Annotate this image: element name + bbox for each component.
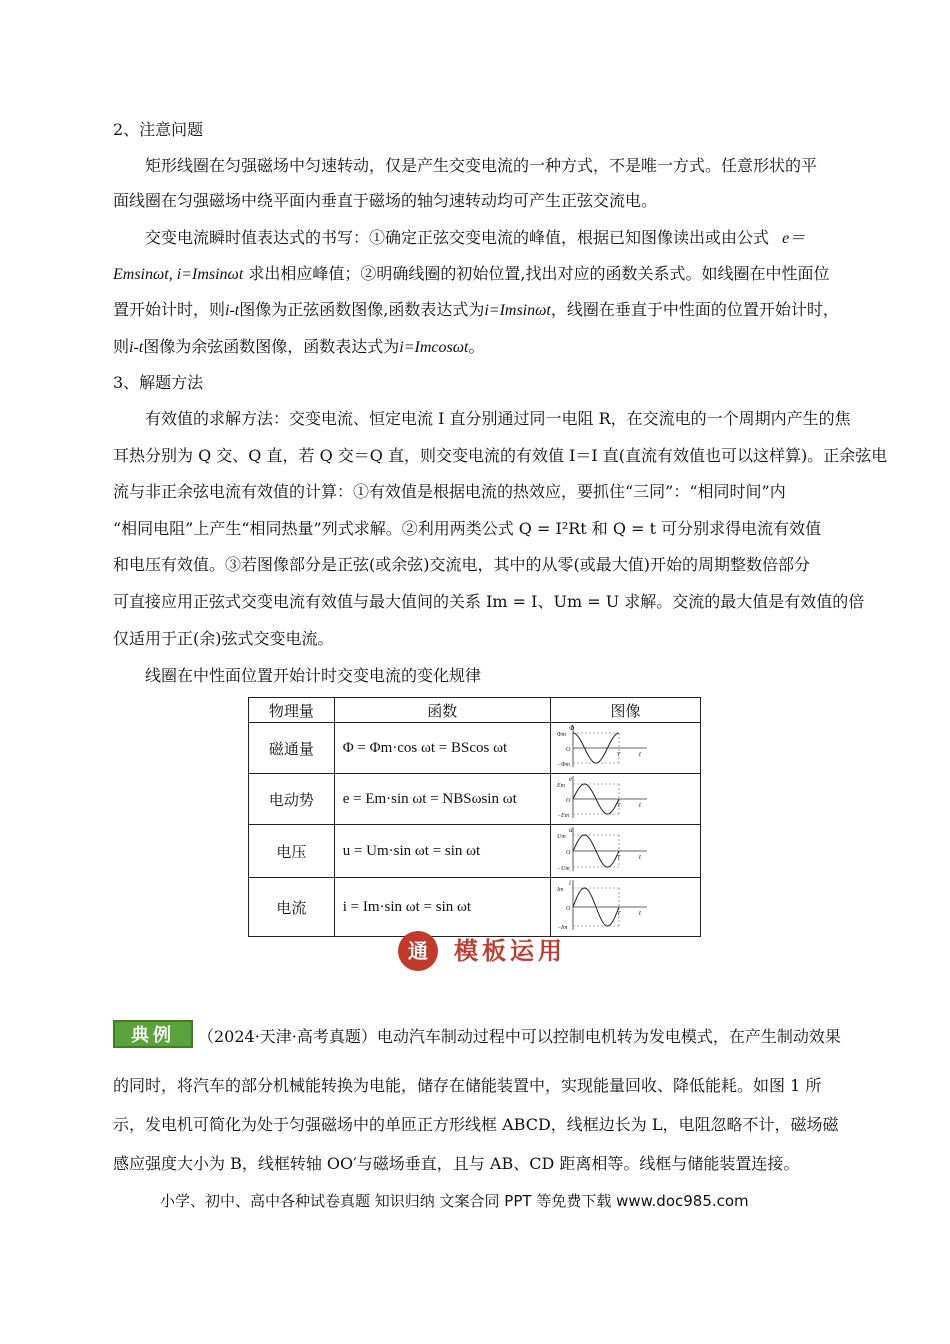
axis-label: i <box>568 879 571 887</box>
waveform-graph <box>551 774 651 820</box>
origin-label: O <box>565 850 571 856</box>
max-label: Φm <box>556 732 566 738</box>
period-label: T <box>616 752 621 758</box>
table-caption: 线圈在中性面位置开始计时交变电流的变化规律 <box>145 666 482 685</box>
text: ，线圈在垂直于中性面的位置开始计时， <box>550 300 839 319</box>
min-label: −Φm <box>556 762 570 768</box>
formula: i-t <box>129 339 144 356</box>
period-label: T <box>616 911 621 917</box>
min-label: −Em <box>556 813 569 819</box>
paragraph <box>113 264 829 285</box>
max-label: Im <box>556 887 564 893</box>
table-row <box>249 723 701 774</box>
banner-char: 通 <box>408 939 428 963</box>
column-header: 图像 <box>550 698 700 723</box>
time-label: t <box>638 853 641 861</box>
paragraph: 流与非正余弦电流有效值的计算：①有效值是根据电流的热效应，要抓住“三同”：“相同时间”内 <box>113 482 786 501</box>
paragraph: 和电压有效值。③若图像部分是正弦(或余弦)交流电，其中的从零(或最大值)开始的周期整数倍部分 <box>113 555 810 574</box>
waveform-graph <box>551 878 651 932</box>
quantity-cell: 电流 <box>249 878 335 937</box>
period-label: T <box>616 855 621 861</box>
paragraph: “相同电阻”上产生“相同热量”列式求解。②利用两类公式 Q = I²Rt 和 Q = t 可分别求得电流有效值 <box>113 519 822 538</box>
axis-label: u <box>568 826 573 834</box>
origin-label: O <box>565 798 571 804</box>
waveform-graph <box>551 723 651 769</box>
banner-title: 模板运用 <box>454 937 566 965</box>
formula: i-t <box>225 302 240 319</box>
origin-label: O <box>565 906 571 912</box>
paragraph: 矩形线圈在匀强磁场中匀速转动，仅是产生交变电流的一种方式，不是唯一方式。任意形状的平 <box>145 156 818 175</box>
paragraph <box>113 337 484 358</box>
banner-logo <box>396 928 586 974</box>
text: 求出相应峰值；②明确线圈的初始位置,找出对应的函数关系式。如线圈在中性面位 <box>248 264 830 283</box>
paragraph: 示，发电机可简化为处于匀强磁场中的单匝正方形线框 ABCD，线框边长为 L，电阻忽略不计，磁场磁 <box>113 1115 839 1134</box>
graph-cell <box>550 723 700 774</box>
origin-label: O <box>565 747 571 753</box>
paragraph: 耳热分别为 Q 交、Q 直，若 Q 交＝Q 直，则交变电流的有效值 I＝I 直(直流有效值也可以这样算)。正余弦电 <box>113 446 888 465</box>
text: 图像为余弦函数图像，函数表达式为 <box>143 337 400 356</box>
text: 则 <box>113 337 130 356</box>
function-cell: Φ = Φm·cos ωt = BScos ωt <box>334 723 550 774</box>
paragraph: 的同时，将汽车的部分机械能转换为电能，储存在储能装置中，实现能量回收、降低能耗。如图 1 所 <box>113 1076 822 1095</box>
text: 。 <box>468 337 485 356</box>
formula: e＝ <box>782 230 806 247</box>
paragraph <box>113 300 839 321</box>
paragraph: 有效值的求解方法：交变电流、恒定电流 I 直分别通过同一电阻 R，在交流电的一个周期内产生的焦 <box>145 409 851 428</box>
paragraph: 感应强度大小为 B，线框转轴 OO′与磁场垂直，且与 AB、CD 距离相等。线框与储能装置连接。 <box>113 1154 800 1173</box>
table-row <box>249 825 701 878</box>
time-label: t <box>638 750 641 758</box>
quantity-cell: 磁通量 <box>249 723 335 774</box>
min-label: −Um <box>556 866 570 872</box>
quantity-cell: 电动势 <box>249 774 335 825</box>
rules-table <box>248 697 701 937</box>
paragraph: 可直接应用正弦式交变电流有效值与最大值间的关系 Im = I、Um = U 求解。交流的最大值是有效值的倍 <box>113 592 865 611</box>
example-badge: 典例 <box>113 1020 193 1048</box>
table-header-row <box>249 698 701 723</box>
template-usage-banner <box>396 928 586 974</box>
time-label: t <box>638 909 641 917</box>
axis-label: Φ <box>568 724 575 732</box>
paragraph: 仅适用于正(余)弦式交变电流。 <box>113 629 334 648</box>
function-cell: e = Em·sin ωt = NBSωsin ωt <box>334 774 550 825</box>
formula: i=Imsinωt <box>484 302 551 319</box>
graph-cell <box>550 774 700 825</box>
formula: i=Imcosωt <box>399 339 469 356</box>
table-row <box>249 774 701 825</box>
waveform-graph <box>551 825 651 873</box>
formula: Emsinωt, i=Imsinωt <box>113 266 244 283</box>
min-label: −Im <box>556 925 568 931</box>
period-label: T <box>616 803 621 809</box>
text: 置开始计时，则 <box>113 300 226 319</box>
time-label: t <box>638 801 641 809</box>
footer-text: 小学、初中、高中各种试卷真题 知识归纳 文案合同 PPT 等免费下载 www.doc985.com <box>160 1192 749 1210</box>
axis-label: e <box>568 775 573 783</box>
paragraph <box>145 228 805 249</box>
function-cell: u = Um·sin ωt = sin ωt <box>334 825 550 878</box>
column-header: 函数 <box>334 698 550 723</box>
function-cell: i = Im·sin ωt = sin ωt <box>334 878 550 937</box>
max-label: Um <box>556 834 566 840</box>
text: 交变电流瞬时值表达式的书写：①确定正弦交变电流的峰值，根据已知图像读出或由公式 <box>145 228 770 247</box>
section-2-heading: 2、注意问题 <box>113 120 204 139</box>
section-3-heading: 3、解题方法 <box>113 373 204 392</box>
text: 图像为正弦函数图像,函数表达式为 <box>239 300 485 319</box>
column-header: 物理量 <box>249 698 335 723</box>
paragraph: （2024·天津·高考真题）电动汽车制动过程中可以控制电机转为发电模式，在产生制动效果 <box>198 1027 841 1046</box>
max-label: Em <box>556 783 565 789</box>
quantity-cell: 电压 <box>249 825 335 878</box>
graph-cell <box>550 825 700 878</box>
paragraph: 面线圈在匀强磁场中绕平面内垂直于磁场的轴匀速转动均可产生正弦交流电。 <box>113 191 658 210</box>
